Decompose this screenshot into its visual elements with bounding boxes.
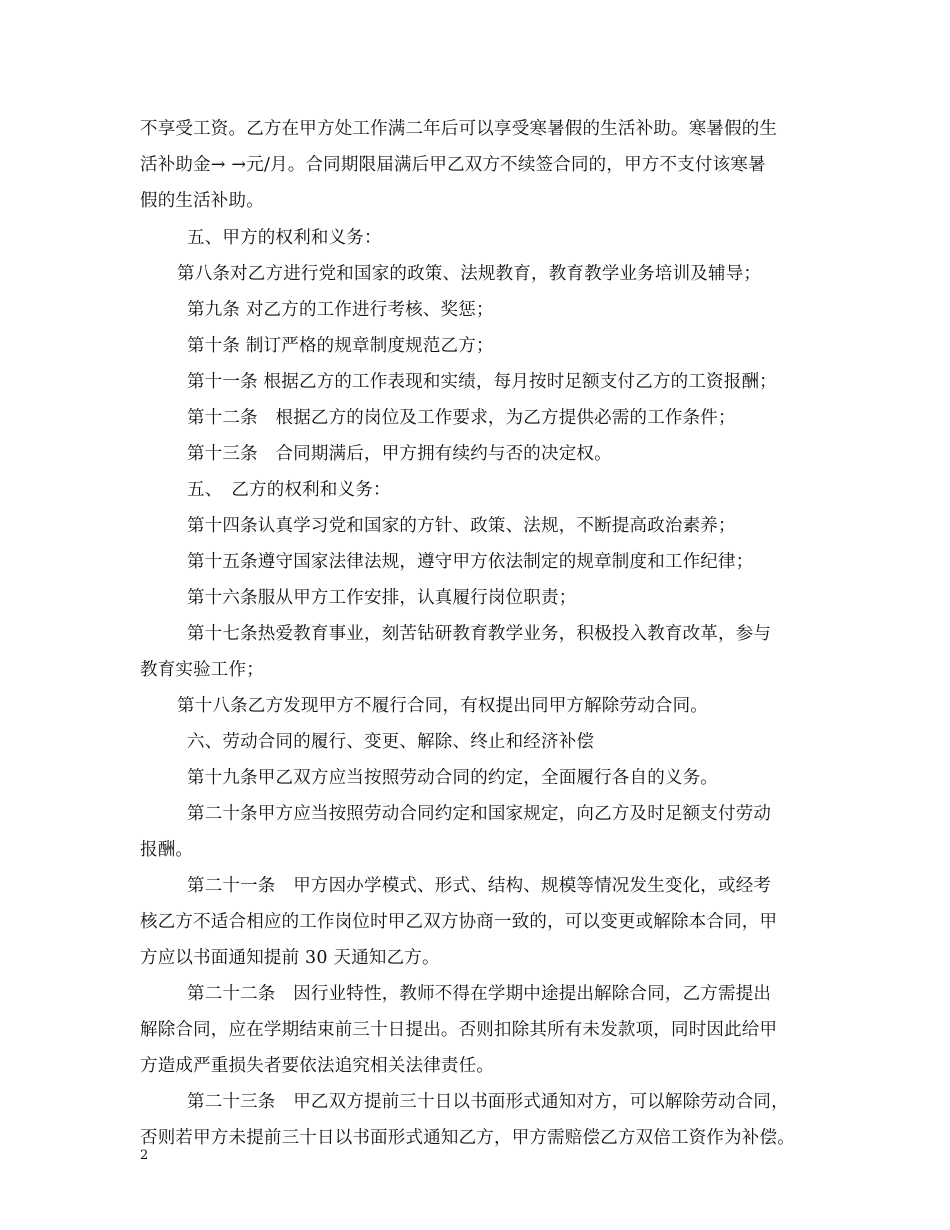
- article-line: 第八条对乙方进行党和国家的政策、法规教育，教育教学业务培训及辅导；: [177, 264, 762, 284]
- paragraph-line: 不享受工资。乙方在甲方处工作满二年后可以享受寒暑假的生活补助。寒暑假的生: [140, 119, 778, 139]
- article-line: 第十三条 合同期满后，甲方拥有续约与否的决定权。: [187, 444, 612, 464]
- article-line: 第二十二条 因行业特性，教师不得在学期中途提出解除合同，乙方需提出: [187, 984, 772, 1004]
- section-heading: 五、 乙方的权利和义务：: [187, 480, 391, 500]
- paragraph-line: 活补助金→ →元/月。合同期限届满后甲乙双方不续签合同的，甲方不支付该寒暑: [140, 155, 766, 175]
- article-line: 第十八条乙方发现甲方不履行合同，有权提出同甲方解除劳动合同。: [177, 696, 708, 716]
- section-heading: 六、劳动合同的履行、变更、解除、终止和经济补偿: [187, 732, 595, 752]
- section-heading: 五、甲方的权利和义务：: [187, 228, 382, 248]
- article-line: 第二十一条 甲方因办学模式、形式、结构、规模等情况发生变化，或经考: [187, 876, 772, 896]
- paragraph-line: 报酬。: [140, 840, 194, 860]
- article-line: 第十九条甲乙双方应当按照劳动合同的约定，全面履行各自的义务。: [187, 768, 718, 788]
- article-line: 第十七条热爱教育事业，刻苦钻研教育教学业务，积极投入教育改革，参与: [187, 624, 772, 644]
- paragraph-line: 方造成严重损失者要依法追究相关法律责任。: [140, 1056, 494, 1076]
- article-line: 第二十三条 甲乙双方提前三十日以书面形式通知对方，可以解除劳动合同，: [187, 1092, 789, 1112]
- article-line: 第十五条遵守国家法律法规，遵守甲方依法制定的规章制度和工作纪律；: [187, 552, 754, 572]
- paragraph-line: 解除合同，应在学期结束前三十日提出。否则扣除其所有未发款项，同时因此给甲: [140, 1020, 778, 1040]
- article-line: 第九条 对乙方的工作进行考核、奖惩；: [187, 300, 494, 320]
- paragraph-line: 方应以书面通知提前 30 天通知乙方。: [140, 948, 440, 968]
- article-line: 第十条 制订严格的规章制度规范乙方；: [187, 336, 494, 356]
- article-line: 第十六条服从甲方工作安排，认真履行岗位职责；: [187, 588, 577, 608]
- paragraph-line: 否则若甲方未提前三十日以书面形式通知乙方，甲方需赔偿乙方双倍工资作为补偿。: [140, 1128, 795, 1148]
- paragraph-line: 假的生活补助。: [140, 191, 264, 211]
- article-line: 第十四条认真学习党和国家的方针、政策、法规，不断提高政治素养；: [187, 516, 736, 536]
- page-number: 2: [140, 1148, 149, 1163]
- paragraph-line: 教育实验工作；: [140, 660, 264, 680]
- article-line: 第十一条 根据乙方的工作表现和实绩，每月按时足额支付乙方的工资报酬；: [187, 372, 777, 392]
- article-line: 第二十条甲方应当按照劳动合同约定和国家规定，向乙方及时足额支付劳动: [187, 804, 772, 824]
- article-line: 第十二条 根据乙方的岗位及工作要求，为乙方提供必需的工作条件；: [187, 408, 736, 428]
- paragraph-line: 核乙方不适合相应的工作岗位时甲乙双方协商一致的，可以变更或解除本合同，甲: [140, 912, 778, 932]
